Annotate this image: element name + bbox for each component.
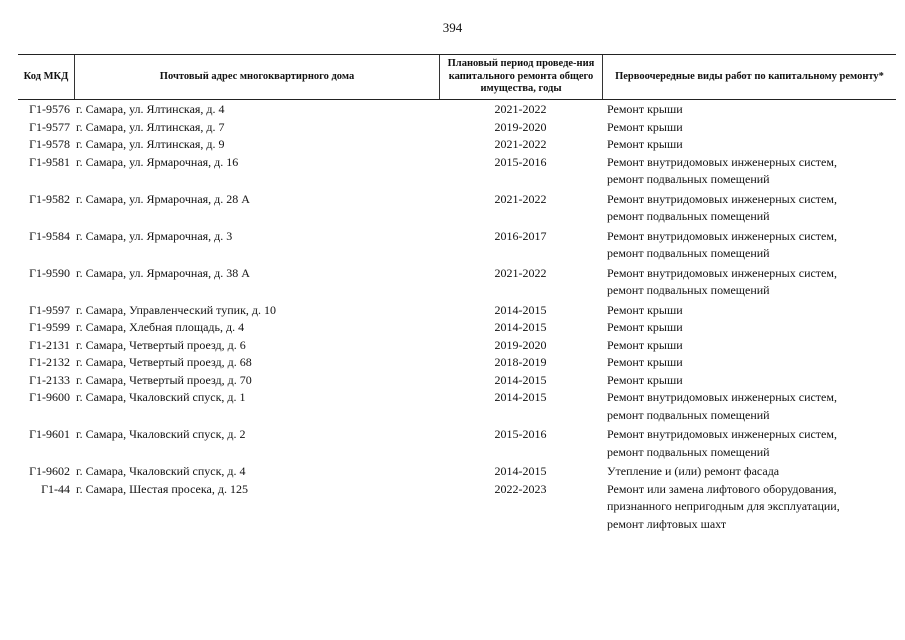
row-works-line: Ремонт крыши — [607, 337, 683, 352]
row-period: 2014-2015 — [494, 320, 547, 334]
row-works-line: ремонт подвальных помещений — [607, 209, 770, 223]
header-works: Первоочередные виды работ по капитальному ремонту* — [602, 55, 896, 99]
row-works — [602, 302, 896, 320]
table-row — [18, 463, 896, 481]
row-address: г. Самара, ул. Ялтинская, д. 4 — [76, 102, 225, 116]
row-address: г. Самара, Четвертый проезд, д. 68 — [76, 355, 252, 369]
row-period: 2022-2023 — [494, 481, 547, 496]
row-period: 2021-2022 — [494, 191, 547, 206]
row-works — [602, 154, 896, 189]
row-works-line: Ремонт внутридомовых инженерных систем, — [607, 265, 837, 280]
row-code: Г1-9581 — [29, 154, 70, 169]
table-row — [18, 154, 896, 189]
header-address: Почтовый адрес многоквартирного дома — [74, 55, 439, 99]
row-code: Г1-9601 — [29, 427, 70, 441]
row-period: 2014-2015 — [494, 372, 547, 387]
row-works-line: ремонт подвальных помещений — [607, 407, 770, 422]
row-period: 2015-2016 — [494, 154, 547, 169]
row-period: 2016-2017 — [494, 228, 547, 243]
row-works-line: Утепление и (или) ремонт фасада — [607, 464, 780, 478]
row-works — [602, 265, 896, 300]
row-works-line: Ремонт крыши — [607, 102, 683, 116]
row-works-line: Ремонт крыши — [607, 320, 683, 334]
table-row — [18, 101, 896, 119]
table-row — [18, 228, 896, 263]
row-period: 2019-2020 — [494, 119, 547, 134]
row-code: Г1-2131 — [29, 337, 70, 352]
row-works-line: Ремонт внутридомовых инженерных систем, — [607, 228, 837, 243]
row-address: г. Самара, Чкаловский спуск, д. 2 — [76, 427, 246, 441]
row-period: 2018-2019 — [494, 355, 547, 369]
row-address: г. Самара, Шестая просека, д. 125 — [76, 481, 248, 496]
row-address: г. Самара, Хлебная площадь, д. 4 — [76, 320, 245, 334]
table-row — [18, 481, 896, 534]
row-works-line: Ремонт внутридомовых инженерных систем, — [607, 154, 837, 169]
row-works-line: Ремонт крыши — [607, 355, 683, 369]
row-code: Г1-9577 — [29, 119, 70, 134]
row-works — [602, 119, 896, 137]
table-row — [18, 265, 896, 300]
table-row — [18, 319, 896, 337]
row-code: Г1-9578 — [29, 137, 70, 151]
row-works — [602, 136, 896, 154]
row-works — [602, 426, 896, 461]
row-address: г. Самара, ул. Ялтинская, д. 7 — [76, 119, 225, 134]
row-works-line: ремонт подвальных помещений — [607, 444, 770, 459]
row-address: г. Самара, Управленческий тупик, д. 10 — [76, 302, 277, 317]
table-row — [18, 354, 896, 372]
row-works — [602, 191, 896, 226]
row-code: Г1-9584 — [29, 228, 70, 243]
row-works-line: Ремонт или замена лифтового оборудования, — [607, 481, 837, 496]
row-code: Г1-9590 — [29, 265, 70, 280]
row-address: г. Самара, ул. Ярмарочная, д. 38 А — [76, 265, 250, 280]
row-period: 2021-2022 — [494, 265, 547, 280]
row-works — [602, 101, 896, 119]
row-period: 2021-2022 — [494, 137, 547, 151]
row-address: г. Самара, Чкаловский спуск, д. 4 — [76, 464, 246, 478]
row-address: г. Самара, Чкаловский спуск, д. 1 — [76, 390, 246, 404]
table-body — [18, 101, 896, 535]
row-period: 2014-2015 — [494, 302, 547, 317]
row-period: 2015-2016 — [494, 427, 547, 441]
table-row — [18, 372, 896, 390]
row-address: г. Самара, ул. Ярмарочная, д. 28 А — [76, 191, 250, 206]
row-address: г. Самара, ул. Ялтинская, д. 9 — [76, 137, 225, 151]
row-code: Г1-9597 — [29, 302, 70, 317]
row-works — [602, 319, 896, 337]
row-code: Г1-9599 — [29, 320, 70, 334]
row-works-line: Ремонт крыши — [607, 119, 683, 134]
row-works-line: признанного непригодным для эксплуатации, — [607, 499, 840, 513]
table-row — [18, 119, 896, 137]
row-code: Г1-9600 — [29, 390, 70, 404]
table-row — [18, 302, 896, 320]
header-code: Код МКД — [23, 70, 69, 82]
row-works — [602, 337, 896, 355]
row-works-line: ремонт подвальных помещений — [607, 172, 770, 186]
page-number: 394 — [442, 20, 463, 35]
row-code: Г1-9576 — [29, 102, 70, 116]
row-works-line: ремонт лифтовых шахт — [607, 516, 727, 531]
row-address: г. Самара, ул. Ярмарочная, д. 16 — [76, 154, 239, 169]
row-works — [602, 354, 896, 372]
row-works-line: Ремонт крыши — [607, 372, 683, 387]
table-row — [18, 136, 896, 154]
table-row — [18, 337, 896, 355]
row-works-line: ремонт подвальных помещений — [607, 283, 770, 297]
row-address: г. Самара, ул. Ярмарочная, д. 3 — [76, 228, 233, 243]
table-row — [18, 426, 896, 461]
row-works-line: ремонт подвальных помещений — [607, 246, 770, 260]
row-period: 2019-2020 — [494, 337, 547, 352]
row-address: г. Самара, Четвертый проезд, д. 6 — [76, 337, 246, 352]
row-code: Г1-2133 — [29, 372, 70, 387]
row-works — [602, 481, 896, 534]
row-works-line: Ремонт крыши — [607, 137, 683, 151]
row-code: Г1-44 — [41, 481, 70, 496]
row-works — [602, 372, 896, 390]
row-works-line: Ремонт внутридомовых инженерных систем, — [607, 191, 837, 206]
row-period: 2014-2015 — [494, 464, 547, 478]
row-works — [602, 463, 896, 481]
header-period: Плановый период проведе-ния капитального ремонта общего имущества, годы — [439, 55, 602, 99]
row-works-line: Ремонт крыши — [607, 302, 683, 317]
row-period: 2021-2022 — [494, 102, 547, 116]
row-code: Г1-9602 — [29, 464, 70, 478]
row-code: Г1-9582 — [29, 191, 70, 206]
table-row — [18, 389, 896, 424]
row-works-line: Ремонт внутридомовых инженерных систем, — [607, 390, 837, 404]
row-works — [602, 228, 896, 263]
row-address: г. Самара, Четвертый проезд, д. 70 — [76, 372, 252, 387]
row-code: Г1-2132 — [29, 355, 70, 369]
table-row — [18, 191, 896, 226]
table-header — [18, 54, 896, 100]
row-works-line: Ремонт внутридомовых инженерных систем, — [607, 427, 837, 441]
row-period: 2014-2015 — [494, 390, 547, 404]
row-works — [602, 389, 896, 424]
